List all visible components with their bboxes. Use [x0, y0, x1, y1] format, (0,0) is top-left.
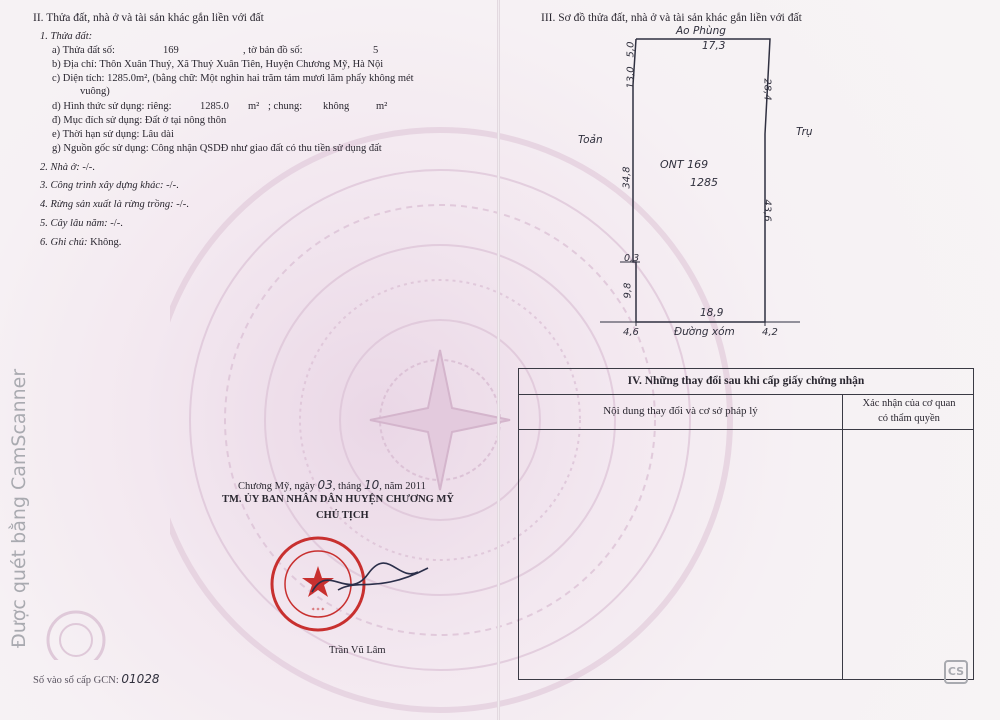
page-fold: [497, 0, 500, 720]
shared-area-value: không: [323, 101, 350, 112]
origin-line: g) Nguồn gốc sử dụng: Công nhận QSDĐ như giao đất có thu tiền sử dụng đất: [52, 143, 382, 154]
edge-bottom-left-ext: 4,6: [623, 327, 639, 338]
edge-left-long: 34,8: [621, 166, 633, 189]
date-year: , năm 2011: [379, 481, 426, 492]
emblem-watermark: [26, 604, 126, 660]
signer-role: CHỦ TỊCH: [316, 510, 369, 521]
signer-name: Trần Vũ Lâm: [329, 645, 386, 656]
book-entry-value: 01028: [121, 672, 160, 686]
perennial-value: -/-.: [110, 218, 123, 229]
book-entry-label: Số vào sổ cấp GCN:: [33, 675, 119, 686]
construction-value: -/-.: [166, 180, 179, 191]
section-3-title: III. Sơ đồ thửa đất, nhà ở và tài sản khác gắn liền với đất: [541, 12, 802, 24]
header-divider: [519, 429, 973, 430]
parcel-label: ONT 169: [660, 158, 709, 171]
confirm-line-1: Xác nhận của cơ quan: [862, 398, 956, 409]
camscanner-watermark: Được quét bằng CamScanner: [8, 368, 30, 648]
house-label: 2. Nhà ở:: [40, 162, 80, 173]
area-line: c) Diện tích: 1285.0m², (bằng chữ: Một nghìn hai trăm tám mươi lăm phẩy không mét: [52, 73, 414, 84]
area-line-cont: vuông): [80, 86, 110, 97]
changes-table: [518, 368, 974, 680]
edge-right-upper: 28,4: [761, 78, 773, 101]
edge-bottom: 18,9: [700, 307, 724, 319]
date-prefix: Chương Mỹ, ngày: [238, 481, 315, 492]
section-2-title: II. Thửa đất, nhà ở và tài sản khác gắn liền với đất: [33, 12, 264, 24]
address-line: b) Địa chỉ: Thôn Xuân Thuỷ, Xã Thuỷ Xuân Tiên, Huyện Chương Mỹ, Hà Nội: [52, 59, 384, 70]
date-month: 10: [363, 478, 380, 492]
parcel-number-label: a) Thửa đất số:: [52, 45, 115, 56]
west-neighbor: Toản: [578, 134, 603, 146]
usage-form-label: d) Hình thức sử dụng: riêng:: [52, 101, 172, 112]
note-label: 6. Ghi chú:: [40, 237, 88, 248]
shared-area-unit: m²: [376, 101, 388, 112]
confirm-line-2: có thẩm quyền: [878, 413, 940, 424]
land-title: 1. Thửa đất:: [40, 31, 93, 42]
date-day: 03: [317, 478, 333, 492]
issuing-org: TM. ỦY BAN NHÂN DÂN HUYỆN CHƯƠNG MỸ: [222, 494, 454, 505]
edge-upper-left: 13,0: [625, 66, 637, 89]
private-area-value: 1285.0: [200, 101, 229, 112]
east-neighbor: Trụ: [796, 126, 813, 138]
parcel-number-value: 169: [163, 45, 179, 56]
shared-area-label: ; chung:: [268, 101, 303, 112]
edge-lower-left: 9,8: [622, 282, 634, 299]
column-divider: [842, 394, 843, 679]
changes-title: IV. Những thay đổi sau khi cấp giấy chứng nhận: [519, 369, 973, 395]
edge-top-left-short: 5,0: [625, 41, 637, 58]
purpose-line: đ) Mục đích sử dụng: Đất ở tại nông thôn: [52, 115, 227, 126]
parcel-area: 1285: [690, 176, 718, 189]
issue-date: [238, 478, 426, 492]
term-line: e) Thời hạn sử dụng: Lâu dài: [52, 129, 174, 140]
south-neighbor: Đường xóm: [674, 326, 735, 338]
construction-label: 3. Công trình xây dựng khác:: [40, 180, 164, 191]
note-value: Không.: [90, 237, 122, 248]
map-sheet-label: , tờ bản đồ số:: [243, 45, 303, 56]
book-entry: [33, 672, 160, 686]
private-area-unit: m²: [248, 101, 260, 112]
forest-value: -/-.: [176, 199, 189, 210]
house-value: -/-.: [82, 162, 95, 173]
svg-text:* * *: * * *: [311, 607, 325, 614]
edge-top: 17,3: [702, 40, 726, 52]
changes-col-content: Nội dung thay đổi và cơ sở pháp lý: [603, 405, 758, 417]
edge-bottom-right-ext: 4,2: [762, 327, 778, 338]
north-neighbor: Ao Phùng: [676, 25, 726, 37]
camscanner-logo-icon: CS: [944, 660, 968, 684]
edge-right-lower: 43,6: [761, 199, 773, 222]
official-stamp: [268, 532, 448, 638]
map-sheet-value: 5: [373, 45, 379, 56]
changes-col-confirm: [843, 396, 975, 426]
perennial-label: 5. Cây lâu năm:: [40, 218, 108, 229]
date-month-label: , tháng: [332, 481, 362, 492]
forest-label: 4. Rừng sản xuất là rừng trồng:: [40, 199, 174, 210]
edge-left-step: 0,3: [624, 253, 640, 264]
